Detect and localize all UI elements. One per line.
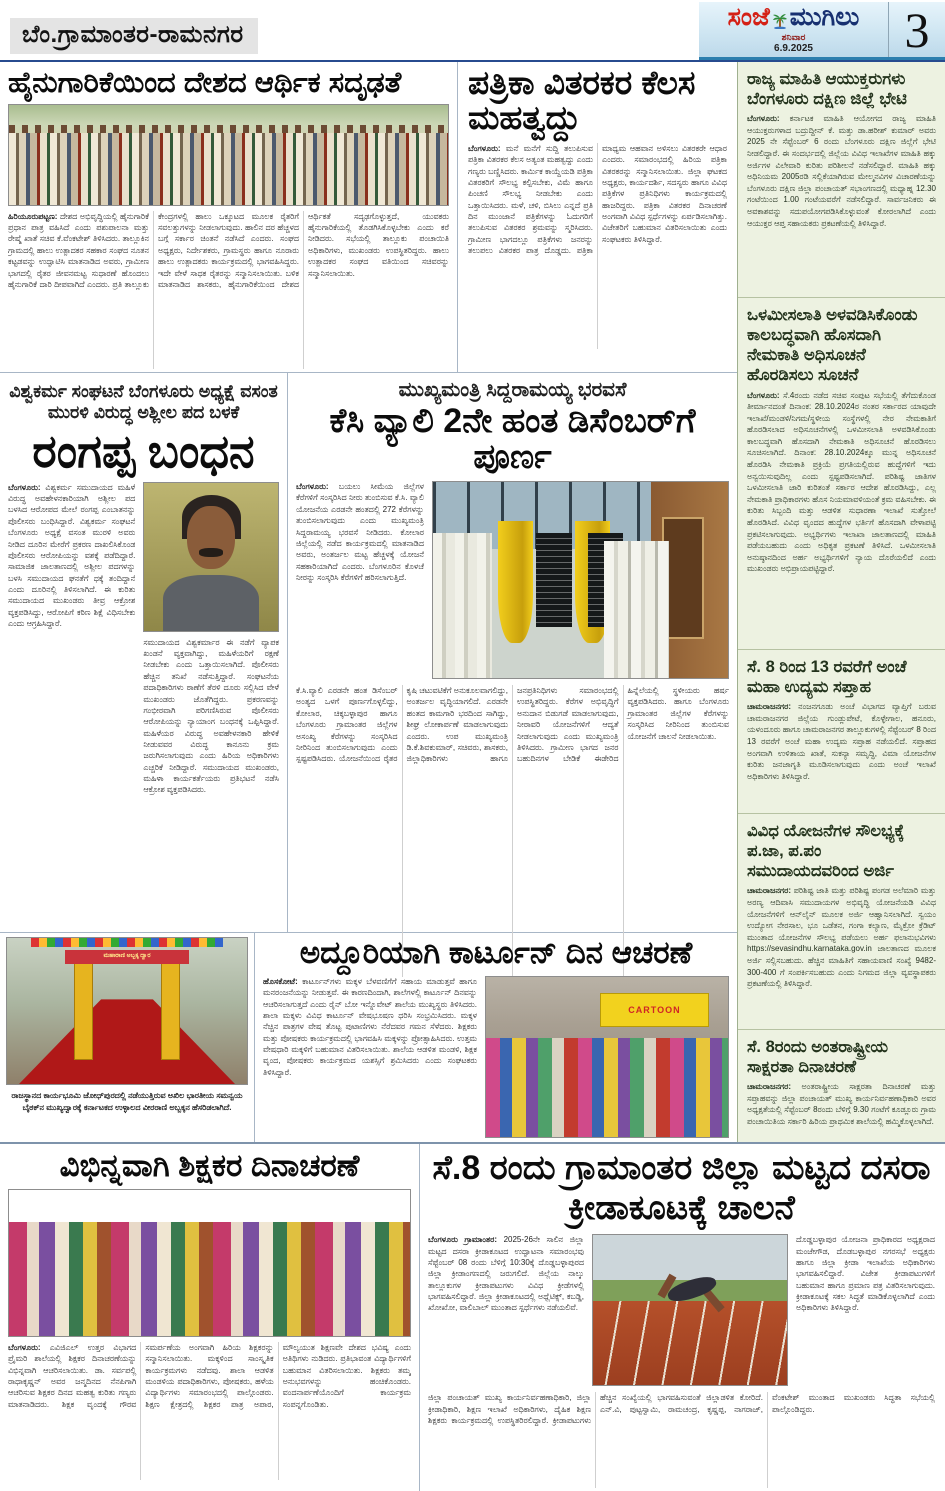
rail-story-headline: ಸೆ. 8 ರಿಂದ 13 ರವರೆಗೆ ಅಂಚೆ ಮಹಾ ಉದ್ಯಮ ಸಪ್ತಾಹ <box>747 658 907 697</box>
rail-story-headline: ವಿವಿಧ ಯೋಜನೆಗಳ ಸೌಲಭ್ಯಕ್ಕೆ ಪ.ಜಾ, ಪ.ಪಂ ಸಮುದಾಯದವರಿಂದ ಅರ್ಜಿ <box>747 822 905 881</box>
article-dairy-headline: ಹೈನುಗಾರಿಕೆಯಿಂದ ದೇಶದ ಆರ್ಥಿಕ ಸದೃಢತೆ <box>8 67 402 99</box>
portrait-face-shape <box>187 506 235 568</box>
article-rangappa-right-column <box>143 482 279 902</box>
dateline: ಬೆಂಗಳೂರು: <box>747 390 780 400</box>
article-press <box>458 62 737 372</box>
gate-banner <box>65 950 190 965</box>
cartoon-banner <box>600 993 708 1027</box>
region-label: ಬೆಂ.ಗ್ರಾಮಾಂತರ-ರಾಮನಗರ <box>10 18 258 54</box>
dateline: ಬೆಂಗಳೂರು: <box>8 1342 41 1352</box>
body-text: ಕಾರ್ಟೂನ್‌ಗಳು ಮಕ್ಕಳ ಬೆಳವಣಿಗೆಗೆ ಸಹಾಯ ಮಾಡುತ್ತವೆ ಹಾಗೂ ಮನರಂಜನೆಯನ್ನು ನೀಡುತ್ತವೆ. ಈ ಕಾರಣದಿಂದಾಗಿ, ಶಾಲೆಗಳಲ್ಲಿ ಕಾರ್ಟೂನ್ ದಿನವನ್ನು ಆಚರಿಸಲಾಗುತ್ತದೆ ಎಂದು ರೈನ್ ಬೋ ಇನ್ನೊವೇಟ್ ಶಾಲೆಯ ಮುಖ್ಯಸ್ಥರು ತಿಳಿಸಿದರು. ಶಾಲಾ ಮಕ್ಕಳು ವಿವಿಧ ಕಾರ್ಟೂನ್ ವೇಷಭೂಷಣ ಧರಿಸಿ ಸಂಭ್ರಮಿಸಿದರು. ಮಕ್ಕಳ ನೆಚ್ಚಿನ ಪಾತ್ರಗಳ ವೇಷ ತೊಟ್ಟ ಪುಟಾಣಿಗಳು ನೆರೆದವರ ಗಮನ ಸೆಳೆದರು. ಶಿಕ್ಷಕರು ಮತ್ತು ಪೋಷಕರು ಕಾರ್ಯಕ್ರಮದಲ್ಲಿ ಭಾಗವಹಿಸಿ ಮಕ್ಕಳನ್ನು ಪ್ರೋತ್ಸಾಹಿಸಿದರು. ಉತ್ತಮ ವೇಷಧಾರಿ ಮಕ್ಕಳಿಗೆ ಬಹುಮಾನ ವಿತರಿಸಲಾಯಿತು. ಶಾಲೆಯ ಆಡಳಿತ ಮಂಡಳಿ, ಶಿಕ್ಷಕ ವೃಂದ, ಪೋಷಕರು ಕಾರ್ಯಕ್ರಮದ ಯಶಸ್ಸಿಗೆ ಶ್ರಮಿಸಿದರು ಎಂದು ಸಂಘಟಕರು ತಿಳಿಸಿದ್ದಾರೆ. <box>263 976 477 1077</box>
article-teachers-headline: ವಿಭಿನ್ನವಾಗಿ ಶಿಕ್ಷಕರ ದಿನಾಚರಣೆ <box>59 1148 360 1183</box>
body-text: ನಂಜನಗೂಡು ಅಂಚೆ ವಿಭಾಗದ ವ್ಯಾಪ್ತಿಗೆ ಬರುವ ಚಾಮರಾಜನಗರ ಜಿಲ್ಲೆಯ ಗುಂಡ್ಲುಪೇಟೆ, ಕೊಳ್ಳೇಗಾಲ, ಹನೂರು, ಯಳಂದೂರು ಹಾಗೂ ಚಾಮರಾಜನಗರ ತಾಲ್ಲೂಕುಗಳಲ್ಲಿ ಸೆಪ್ಟೆಂಬರ್ 8 ರಿಂದ 13 ರವರೆಗೆ ಅಂಚೆ ಮಹಾ ಉದ್ಯಮ ಸಪ್ತಾಹ ನಡೆಯಲಿದೆ. ಸಪ್ತಾಹದ ಅಂಗವಾಗಿ ಉಳಿತಾಯ ಖಾತೆ, ಸುಕನ್ಯಾ ಸಮೃದ್ಧಿ, ವಿಮಾ ಯೋಜನೆಗಳ ಕುರಿತು ಜನಜಾಗೃತಿ ಮೂಡಿಸಲಾಗುವುದು ಎಂದು ಅಂಚೆ ಇಲಾಖೆ ಅಧಿಕಾರಿಗಳು ತಿಳಿಸಿದ್ದಾರೆ. <box>747 702 937 781</box>
photo-cartoon-day <box>485 976 729 1138</box>
article-sports-headline: ಸೆ.8 ರಂದು ಗ್ರಾಮಾಂತರ ಜಿಲ್ಲಾ ಮಟ್ಟದ ದಸರಾ ಕ್ರೀಡಾಕೂಟಕ್ಕೆ ಚಾಲನೆ <box>432 1149 931 1228</box>
photo-abbakka-gate <box>6 937 248 1085</box>
dateline: ಬೆಂಗಳೂರು: <box>468 143 501 153</box>
cartoon-banner-text: CARTOON <box>628 1004 681 1015</box>
article-dairy-body <box>8 211 449 369</box>
masthead-date: 6.9.2025 <box>774 43 813 54</box>
dateline: ಚಾಮರಾಜನಗರ: <box>747 702 791 712</box>
article-kcvalley-body-left <box>296 481 424 679</box>
article-teachers <box>0 1144 420 1491</box>
body-text: ಬಯಲು ಸೀಮೆಯ ಜಿಲ್ಲೆಗಳ ಕೆರೆಗಳಿಗೆ ಸಂಸ್ಕರಿಸಿದ ನೀರು ತುಂಬಿಸುವ ಕೆ.ಸಿ. ವ್ಯಾಲಿ ಯೋಜನೆಯ ಎರಡನೇ ಹಂತದಲ್ಲಿ 272 ಕೆರೆಗಳನ್ನು ತುಂಬಿಸಲಾಗುವುದು ಎಂದು ಮುಖ್ಯಮಂತ್ರಿ ಸಿದ್ದರಾಮಯ್ಯ ಭರವಸೆ ನೀಡಿದರು. ಕೋಲಾರ ಜಿಲ್ಲೆಯಲ್ಲಿ ನಡೆದ ಕಾರ್ಯಕ್ರಮದಲ್ಲಿ ಮಾತನಾಡಿದ ಅವರು, ಅಂತರ್ಜಲ ಮಟ್ಟ ಹೆಚ್ಚಳಕ್ಕೆ ಯೋಜನೆ ಸಹಕಾರಿಯಾಗಿದೆ ಎಂದರು. ಬೆಂಗಳೂರಿನ ಕೊಳಚೆ ನೀರನ್ನು ಸಂಸ್ಕರಿಸಿ ಕೆರೆಗಳಿಗೆ ಹರಿಸಲಾಗುತ್ತಿದೆ. <box>296 482 424 582</box>
track-lanes-shape <box>593 1301 787 1385</box>
article-rangappa-headline: ರಂಗಪ್ಪ ಬಂಧನ <box>32 425 255 477</box>
dateline: ಚಾಮರಾಜನಗರ: <box>747 886 791 896</box>
article-cartoon-headline: ಅದ್ದೂರಿಯಾಗಿ ಕಾರ್ಟೂನ್ ದಿನ ಆಚರಣೆ <box>299 935 693 970</box>
dateline: ಬೆಂಗಳೂರು ಗ್ರಾಮಾಂತರ: <box>428 1235 498 1245</box>
photo-dairy-group <box>8 104 449 206</box>
masthead-title-block <box>699 2 888 57</box>
rail-story <box>738 1030 945 1140</box>
body-text: ಎವಿಜಿಎಲ್ ಉತ್ತರ ವಿಭಾಗದ ಪ್ರೈಮರಿ ಶಾಲೆಯಲ್ಲಿ ಶಿಕ್ಷಕರ ದಿನಾಚರಣೆಯನ್ನು ವಿಭಿನ್ನವಾಗಿ ಆಚರಿಸಲಾಯಿತು. ಡಾ. ಸರ್ವಪಲ್ಲಿ ರಾಧಾಕೃಷ್ಣನ್ ಅವರ ಜನ್ಮದಿನದ ನೆನಪಿಗಾಗಿ ಆಚರಿಸುವ ಶಿಕ್ಷಕರ ದಿನದ ಮಹತ್ವ ಕುರಿತು ಗಣ್ಯರು ಮಾತನಾಡಿದರು. ಶಿಕ್ಷಕ ವೃಂದಕ್ಕೆ ಗೌರವ ಸಮರ್ಪಣೆಯ ಅಂಗವಾಗಿ ಹಿರಿಯ ಶಿಕ್ಷಕರನ್ನು ಸನ್ಮಾನಿಸಲಾಯಿತು. ಮಕ್ಕಳಿಂದ ಸಾಂಸ್ಕೃತಿಕ ಕಾರ್ಯಕ್ರಮಗಳು ನಡೆದವು. ಶಾಲಾ ಆಡಳಿತ ಮಂಡಳಿಯ ಪದಾಧಿಕಾರಿಗಳು, ಪೋಷಕರು, ಹಳೆಯ ವಿದ್ಯಾರ್ಥಿಗಳು ಸಮಾರಂಭದಲ್ಲಿ ಪಾಲ್ಗೊಂಡರು. ಶಿಕ್ಷಣ ಕ್ಷೇತ್ರದಲ್ಲಿ ಶಿಕ್ಷಕರ ಪಾತ್ರ ಅಪಾರ, ಮೌಲ್ಯಯುತ ಶಿಕ್ಷಣವೇ ದೇಶದ ಭವಿಷ್ಯ ಎಂದು ಅತಿಥಿಗಳು ನುಡಿದರು. ಪ್ರತಿಭಾವಂತ ವಿದ್ಯಾರ್ಥಿಗಳಿಗೆ ಬಹುಮಾನ ವಿತರಿಸಲಾಯಿತು. ಶಿಕ್ಷಕರು ತಮ್ಮ ಅನುಭವಗಳನ್ನು ಹಂಚಿಕೊಂಡರು. ವಂದನಾರ್ಪಣೆಯೊಂದಿಗೆ ಕಾರ್ಯಕ್ರಮ ಸಂಪನ್ನಗೊಂಡಿತು. <box>8 1342 411 1409</box>
dateline: ಬೆಂಗಳೂರು: <box>747 114 780 124</box>
children-costumes-shape <box>486 1038 728 1137</box>
article-dairy <box>0 62 458 372</box>
article-kcvalley <box>288 373 737 932</box>
gate-pillar-shape <box>161 956 180 1060</box>
page-header <box>0 0 945 62</box>
body-text: ವಿಶ್ವಕರ್ಮ ಸಮುದಾಯದ ಮಹಿಳೆ ವಿರುದ್ಧ ಅವಹೇಳನಕಾರಿಯಾಗಿ ಅಶ್ಲೀಲ ಪದ ಬಳಸಿದ ಆರೋಪದ ಮೇಲೆ ರಂಗಪ್ಪ ಎಂಬಾತನನ್ನು ಪೊಲೀಸರು ಬಂಧಿಸಿದ್ದಾರೆ. ವಿಶ್ವಕರ್ಮ ಸಂಘಟನೆ ಬೆಂಗಳೂರು ಅಧ್ಯಕ್ಷೆ ವಸಂತ ಮುರಳಿ ಅವರು ನೀಡಿದ ದೂರಿನ ಮೇರೆಗೆ ಪ್ರಕರಣ ದಾಖಲಿಸಿಕೊಂಡ ಪೊಲೀಸರು ಆರೋಪಿಯನ್ನು ವಶಕ್ಕೆ ಪಡೆದಿದ್ದಾರೆ. ಸಾಮಾಜಿಕ ಜಾಲತಾಣದಲ್ಲಿ ಅಶ್ಲೀಲ ಪದಗಳನ್ನು ಬಳಸಿ ಸಮುದಾಯದ ಘನತೆಗೆ ಧಕ್ಕೆ ತಂದಿದ್ದಾನೆ ಎಂದು ದೂರಿನಲ್ಲಿ ತಿಳಿಸಲಾಗಿದೆ. ಈ ಕುರಿತು ಸಮುದಾಯದ ಮುಖಂಡರು ತೀವ್ರ ಆಕ್ರೋಶ ವ್ಯಕ್ತಪಡಿಸಿದ್ದು, ಆರೋಪಿಗೆ ಕಠಿಣ ಶಿಕ್ಷೆ ವಿಧಿಸಬೇಕು ಎಂದು ಆಗ್ರಹಿಸಿದ್ದಾರೆ. <box>8 482 136 629</box>
body-text: ಕರ್ನಾಟಕ ಮಾಹಿತಿ ಆಯೋಗದ ರಾಜ್ಯ ಮಾಹಿತಿ ಆಯುಕ್ತರುಗಳಾದ ಬದ್ರುದ್ದೀನ್ ಕೆ. ಮತ್ತು ಡಾ.ಹರೀಶ್ ಕುಮಾರ್ ಅವರು 2025 ನೇ ಸೆಪ್ಟೆಂಬರ್ 6 ರಂದು ಬೆಂಗಳೂರು ದಕ್ಷಿಣ ಜಿಲ್ಲೆಗೆ ಭೇಟಿ ನೀಡಲಿದ್ದಾರೆ. ಈ ಸಂದರ್ಭದಲ್ಲಿ ಜಿಲ್ಲೆಯ ವಿವಿಧ ಇಲಾಖೆಗಳ ಮಾಹಿತಿ ಹಕ್ಕು ಅರ್ಜಿಗಳ ವಿಲೇವಾರಿ ಕುರಿತು ಪರಿಶೀಲನೆ ನಡೆಸಲಿದ್ದಾರೆ. ಮಾಹಿತಿ ಹಕ್ಕು ಅಧಿನಿಯಮ 2005ರಡಿ ಸಲ್ಲಿಕೆಯಾಗಿರುವ ಮೇಲ್ಮನವಿಗಳ ವಿಚಾರಣೆಯನ್ನು ಬೆಂಗಳೂರು ದಕ್ಷಿಣ ಜಿಲ್ಲಾ ಪಂಚಾಯತ್ ಸಭಾಂಗಣದಲ್ಲಿ ಮಧ್ಯಾಹ್ನ 12.30 ಗಂಟೆಯಿಂದ 1.00 ಗಂಟೆಯವರೆಗೆ ನಡೆಸಲಿದ್ದಾರೆ. ಸಾರ್ವಜನಿಕರು ಈ ಅವಕಾಶವನ್ನು ಸದುಪಯೋಗಪಡಿಸಿಕೊಳ್ಳುವಂತೆ ಕೋರಲಾಗಿದೆ ಎಂದು ಆಯುಕ್ತರ ಆಪ್ತ ಸಹಾಯಕರು ಪ್ರಕಟಣೆಯಲ್ಲಿ ತಿಳಿಸಿದ್ದಾರೆ. <box>747 114 936 228</box>
article-sports-body-bottom: ಜಿಲ್ಲಾ ಪಂಚಾಯತ್ ಮುಖ್ಯ ಕಾರ್ಯನಿರ್ವಹಣಾಧಿಕಾರಿ, ಜಿಲ್ಲಾ ಕ್ರೀಡಾಧಿಕಾರಿ, ಶಿಕ್ಷಣ ಇಲಾಖೆ ಅಧಿಕಾರಿಗಳು, ದೈಹಿಕ ಶಿಕ್ಷಣ ಶಿಕ್ಷಕರು ಕಾರ್ಯಕ್ರಮದಲ್ಲಿ ಉಪಸ್ಥಿತರಿರಲಿದ್ದಾರೆ. ಕ್ರೀಡಾಪಟುಗಳು ಹೆಚ್ಚಿನ ಸಂಖ್ಯೆಯಲ್ಲಿ ಭಾಗವಹಿಸುವಂತೆ ಜಿಲ್ಲಾಡಳಿತ ಕೋರಿದೆ. ಎನ್.ವಿ, ಪುಟ್ಟಸ್ವಾಮಿ, ರಾಮಚಂದ್ರ, ಕೃಷ್ಣಪ್ಪ, ನಾಗರಾಜ್, ವೆಂಕಟೇಶ್ ಮುಂತಾದ ಮುಖಂಡರು ಸಿದ್ಧತಾ ಸಭೆಯಲ್ಲಿ ಪಾಲ್ಗೊಂಡಿದ್ದರು. <box>428 1393 935 1425</box>
article-press-headline: ಪತ್ರಿಕಾ ವಿತರಕರ ಕೆಲಸ ಮಹತ್ವದ್ದು <box>468 64 696 136</box>
portrait-shoulders-shape <box>163 575 259 632</box>
rail-story <box>738 62 945 298</box>
row-3 <box>0 932 737 1142</box>
dateline: ಬೆಂಗಳೂರು: <box>296 482 329 492</box>
article-cartoon-body <box>263 976 477 1138</box>
masthead-title-right: ಮುಗಿಲು <box>789 3 860 31</box>
masthead <box>699 2 945 60</box>
article-kcvalley-body: ಕೆ.ಸಿ.ವ್ಯಾಲಿ ಎರಡನೇ ಹಂತ ಡಿಸೆಂಬರ್ ಅಂತ್ಯದ ಒಳಗೆ ಪೂರ್ಣಗೊಳ್ಳಲಿದ್ದು, ಕೋಲಾರ, ಚಿಕ್ಕಬಳ್ಳಾಪುರ ಹಾಗೂ ಬೆಂಗಳೂರು ಗ್ರಾಮಾಂತರ ಜಿಲ್ಲೆಗಳ ಅಸಂಖ್ಯ ಕೆರೆಗಳನ್ನು ಸಂಸ್ಕರಿಸಿದ ನೀರಿನಿಂದ ತುಂಬಿಸಲಾಗುವುದು ಎಂದು ಸ್ಪಷ್ಟಪಡಿಸಿದರು. ಯೋಜನೆಯಿಂದ ರೈತರ ಕೃಷಿ ಚಟುವಟಿಕೆಗೆ ಅನುಕೂಲವಾಗಲಿದ್ದು, ಅಂತರ್ಜಲ ವೃದ್ಧಿಯಾಗಲಿದೆ. ಎರಡನೇ ಹಂತದ ಕಾಮಗಾರಿ ಭರದಿಂದ ಸಾಗಿದ್ದು, ಶೀಘ್ರ ಲೋಕಾರ್ಪಣೆ ಮಾಡಲಾಗುವುದು ಎಂದರು. ಉಪ ಮುಖ್ಯಮಂತ್ರಿ ಡಿ.ಕೆ.ಶಿವಕುಮಾರ್, ಸಚಿವರು, ಶಾಸಕರು, ಜಿಲ್ಲಾಧಿಕಾರಿಗಳು ಹಾಗೂ ಜನಪ್ರತಿನಿಧಿಗಳು ಸಮಾರಂಭದಲ್ಲಿ ಉಪಸ್ಥಿತರಿದ್ದರು. ಕೆರೆಗಳ ಅಭಿವೃದ್ಧಿಗೆ ಅನುದಾನ ಬಿಡುಗಡೆ ಮಾಡಲಾಗುವುದು, ನೀರಾವರಿ ಯೋಜನೆಗಳಿಗೆ ಆದ್ಯತೆ ನೀಡಲಾಗುವುದು ಎಂದು ಮುಖ್ಯಮಂತ್ರಿ ತಿಳಿಸಿದರು. ಗ್ರಾಮೀಣ ಭಾಗದ ಜನರ ಬಹುದಿನಗಳ ಬೇಡಿಕೆ ಈಡೇರಿದ ಹಿನ್ನೆಲೆಯಲ್ಲಿ ಸ್ಥಳೀಯರು ಹರ್ಷ ವ್ಯಕ್ತಪಡಿಸಿದರು. ಹಾಗೂ ಬೆಂಗಳೂರು ಗ್ರಾಮಾಂತರ ಜಿಲ್ಲೆಗಳ ಕೆರೆಗಳನ್ನು ಸಂಸ್ಕರಿಸಿದ ನೀರಿನಿಂದ ತುಂಬಿಸುವ ಯೋಜನೆಗೆ ಚಾಲನೆ ನೀಡಲಾಯಿತು. <box>296 686 729 764</box>
photo-long-jump-athlete <box>592 1234 788 1386</box>
top-zone <box>0 62 945 1142</box>
body-text: 2025-26ನೇ ಸಾಲಿನ ಜಿಲ್ಲಾ ಮಟ್ಟದ ದಸರಾ ಕ್ರೀಡಾಕೂಟದ ಉದ್ಘಾಟನಾ ಸಮಾರಂಭವು ಸೆಪ್ಟೆಂಬರ್ 08 ರಂದು ಬೆಳಿಗ್ಗೆ 10:30ಕ್ಕೆ ದೊಡ್ಡಬಳ್ಳಾಪುರದ ಜಿಲ್ಲಾ ಕ್ರೀಡಾಂಗಣದಲ್ಲಿ ಜರುಗಲಿದೆ. ಜಿಲ್ಲೆಯ ನಾಲ್ಕು ತಾಲ್ಲೂಕುಗಳ ಕ್ರೀಡಾಪಟುಗಳು ವಿವಿಧ ಕ್ರೀಡೆಗಳಲ್ಲಿ ಭಾಗವಹಿಸಲಿದ್ದಾರೆ. ಜಿಲ್ಲಾ ಕ್ರೀಡಾಕೂಟದಲ್ಲಿ ಅಥ್ಲೆಟಿಕ್ಸ್, ಕಬಡ್ಡಿ, ಖೋಖೋ, ವಾಲಿಬಾಲ್ ಮುಂತಾದ ಸ್ಪರ್ಧೆಗಳು ನಡೆಯಲಿವೆ. <box>428 1235 584 1313</box>
article-rangappa <box>0 373 288 932</box>
masthead-title <box>728 5 860 30</box>
rail-story-body <box>747 113 936 229</box>
article-press-body <box>468 143 727 349</box>
article-sports-mid <box>428 1234 935 1386</box>
rail-story-body <box>747 390 936 576</box>
body-text: ಮನೆ ಮನೆಗೆ ಸುದ್ದಿ ತಲುಪಿಸುವ ಪತ್ರಿಕಾ ವಿತರಕರ ಕೆಲಸ ಅತ್ಯಂತ ಮಹತ್ವದ್ದು ಎಂದು ಗಣ್ಯರು ಬಣ್ಣಿಸಿದರು. ಕಾರ್ಮಿಕ ಕಾಯ್ದೆಯಡಿ ಪತ್ರಿಕಾ ವಿತರಕರಿಗೆ ಸೌಲಭ್ಯ ಕಲ್ಪಿಸಬೇಕು, ವಿಮೆ ಹಾಗೂ ಪಿಂಚಣಿ ಸೌಲಭ್ಯ ನೀಡಬೇಕು ಎಂದು ಒತ್ತಾಯಿಸಿದರು. ಮಳೆ, ಚಳಿ, ಬಿಸಿಲು ಎನ್ನದೆ ಪ್ರತಿ ದಿನ ಮುಂಜಾನೆ ಪತ್ರಿಕೆಗಳನ್ನು ಓದುಗರಿಗೆ ತಲುಪಿಸುವ ವಿತರಕರ ಶ್ರಮವನ್ನು ಸ್ಮರಿಸಿದರು. ಗ್ರಾಮೀಣ ಭಾಗದಲ್ಲೂ ಪತ್ರಿಕೆಗಳು ಜನರನ್ನು ತಲುಪಲು ವಿತರಕರ ಪಾತ್ರ ದೊಡ್ಡದು. ಪತ್ರಿಕಾ ಮಾಧ್ಯಮ ಆಹವಾನ ಅಳಿಸಲು ವಿತರಕರೇ ಆಧಾರ ಎಂದರು. ಸಮಾರಂಭದಲ್ಲಿ ಹಿರಿಯ ಪತ್ರಿಕಾ ವಿತರಕರನ್ನು ಸನ್ಮಾನಿಸಲಾಯಿತು. ಜಿಲ್ಲಾ ಘಟಕದ ಅಧ್ಯಕ್ಷರು, ಕಾರ್ಯದರ್ಶಿ, ಸದಸ್ಯರು ಹಾಗೂ ವಿವಿಧ ಪತ್ರಿಕೆಗಳ ಪ್ರತಿನಿಧಿಗಳು ಕಾರ್ಯಕ್ರಮದಲ್ಲಿ ಹಾಜರಿದ್ದರು. ಪತ್ರಿಕಾ ವಿತರಕರ ದಿನಾಚರಣೆ ಅಂಗವಾಗಿ ವಿವಿಧ ಸ್ಪರ್ಧೆಗಳನ್ನು ಏರ್ಪಡಿಸಲಾಗಿತ್ತು. ವಿಜೇತರಿಗೆ ಬಹುಮಾನ ವಿತರಿಸಲಾಯಿತು ಎಂದು ಸಂಘಟಕರು ತಿಳಿಸಿದ್ದಾರೆ. <box>468 143 727 256</box>
left-main-column <box>0 62 737 1142</box>
rail-story <box>738 814 945 1030</box>
body-text: ಸೆ.4ರಂದು ನಡೆದ ಸಚಿವ ಸಂಪುಟ ಸಭೆಯಲ್ಲಿ ತೆಗೆದುಕೊಂಡ ತೀರ್ಮಾನದಂತೆ ದಿನಾಂಕ: 28.10.2024ರ ನಂತರ ಸರ್ಕಾರದ ಯಾವುದೇ ಇಲಾಖೆ/ಮಂಡಳಿ/ನಿಗಮ/ಸ್ಥಳೀಯ ಸಂಸ್ಥೆಗಳಲ್ಲಿ ನೇರ ನೇಮಕಾತಿಗೆ ಹೊರಡಿಸಲಾದ ಅಧಿಸೂಚನೆಗಳಲ್ಲಿ ಒಳಮೀಸಲಾತಿ ಅಳವಡಿಸಿಕೊಂಡು ಕಾಲಬದ್ಧವಾಗಿ ಹೊಸದಾಗಿ ನೇಮಕಾತಿ ಅಧಿಸೂಚನೆ ಹೊರಡಿಸಲು ಸೂಚಿಸಲಾಗಿದೆ. ದಿನಾಂಕ: 28.10.2024ಕ್ಕೂ ಮುನ್ನ ಅಧಿಸೂಚನೆ ಹೊರಡಿಸಿ ನೇಮಕಾತಿ ಪ್ರಕ್ರಿಯೆ ಪ್ರಗತಿಯಲ್ಲಿರುವ ಹುದ್ದೆಗಳಿಗೆ ಇದು ಅನ್ವಯಿಸುವುದಿಲ್ಲ ಎಂದು ಸ್ಪಷ್ಟಪಡಿಸಲಾಗಿದೆ. ಪರಿಶಿಷ್ಟ ಜಾತಿಗಳ ಒಳಮೀಸಲಾತಿ ಜಾರಿ ಕುರಿತಂತೆ ಸರ್ಕಾರ ಆದೇಶ ಹೊರಡಿಸಿದ್ದು, ಎಲ್ಲ ನೇಮಕಾತಿ ಪ್ರಾಧಿಕಾರಗಳು ಹೊಸ ನಿಯಮಾವಳಿಯಂತೆ ಕ್ರಮ ವಹಿಸಬೇಕು. ಈ ಕುರಿತು ಸಿಬ್ಬಂದಿ ಮತ್ತು ಆಡಳಿತ ಸುಧಾರಣಾ ಇಲಾಖೆ ಸುತ್ತೋಲೆ ಹೊರಡಿಸಿದೆ. ವಿವಿಧ ವೃಂದದ ಹುದ್ದೆಗಳ ಭರ್ತಿಗೆ ಹೊಸದಾಗಿ ವೇಳಾಪಟ್ಟಿ ಪ್ರಕಟಿಸಲಾಗುವುದು. ಅಭ್ಯರ್ಥಿಗಳು ಇಲಾಖಾ ಜಾಲತಾಣದಲ್ಲಿ ಮಾಹಿತಿ ಪಡೆಯಬಹುದು ಎಂದು ಅಧಿಕೃತ ಪ್ರಕಟಣೆ ತಿಳಿಸಿದೆ. ಒಳಮೀಸಲಾತಿ ಅನುಷ್ಠಾನದಿಂದ ಅರ್ಹ ಅಭ್ಯರ್ಥಿಗಳಿಗೆ ನ್ಯಾಯ ದೊರೆಯಲಿದೆ ಎಂದು ಮುಖಂಡರು ಅಭಿಪ್ರಾಯಪಟ್ಟಿದ್ದಾರೆ. <box>747 390 936 574</box>
photo-rangappa-portrait <box>143 482 279 632</box>
crowd-shape <box>9 133 448 205</box>
article-sports-body-left <box>428 1234 584 1386</box>
article-cartoon-content <box>263 976 729 1138</box>
gate-pillar-shape <box>74 956 93 1060</box>
teachers-group-shape <box>9 1222 410 1336</box>
photo-teachers-day <box>8 1189 411 1337</box>
article-rangappa-content <box>8 482 279 902</box>
rail-story <box>738 298 945 650</box>
arch-photo-block <box>0 933 255 1142</box>
people-left-shape <box>433 533 492 678</box>
rail-story-headline: ಒಳಮೀಸಲಾತಿ ಅಳವಡಿಸಿಕೊಂಡು ಕಾಲಬದ್ಧವಾಗಿ ಹೊಸದಾಗಿ ನೇಮಕಾತಿ ಅಧಿಸೂಚನೆ ಹೊರಡಿಸಲು ಸೂಚನೆ <box>747 306 918 385</box>
article-rangappa-body-right: ಸಮುದಾಯದ ವಿಶ್ವಕರ್ಮಾರ ಈ ನಡೆಗೆ ವ್ಯಾಪಕ ಖಂಡನೆ ವ್ಯಕ್ತವಾಗಿದ್ದು, ಮಹಿಳೆಯರಿಗೆ ರಕ್ಷಣೆ ನೀಡಬೇಕು ಎಂದು ಒತ್ತಾಯಿಸಲಾಗಿದೆ. ಪೊಲೀಸರು ಹೆಚ್ಚಿನ ತನಿಖೆ ನಡೆಸುತ್ತಿದ್ದಾರೆ. ಸಂಘಟನೆಯ ಪದಾಧಿಕಾರಿಗಳು ಠಾಣೆಗೆ ತೆರಳಿ ದೂರು ಸಲ್ಲಿಸಿದ ವೇಳೆ ಮುಖಂಡರು ಜೊತೆಗಿದ್ದರು. ಪ್ರಕರಣವನ್ನು ಗಂಭೀರವಾಗಿ ಪರಿಗಣಿಸಿರುವ ಪೊಲೀಸರು ಆರೋಪಿಯನ್ನು ನ್ಯಾಯಾಂಗ ಬಂಧನಕ್ಕೆ ಒಪ್ಪಿಸಿದ್ದಾರೆ. ಮಹಿಳೆಯರ ವಿರುದ್ಧ ಅವಹೇಳನಕಾರಿ ಹೇಳಿಕೆ ನೀಡುವವರ ವಿರುದ್ಧ ಕಾನೂನು ಕ್ರಮ ಜರುಗಿಸಲಾಗುವುದು ಎಂದು ಹಿರಿಯ ಅಧಿಕಾರಿಗಳು ಎಚ್ಚರಿಕೆ ನೀಡಿದ್ದಾರೆ. ಸಮುದಾಯದ ಮುಖಂಡರು, ಮಹಿಳಾ ಕಾರ್ಯಕರ್ತೆಯರು ಪ್ರತಿಭಟನೆ ನಡೆಸಿ ಆಕ್ರೋಶ ವ್ಯಕ್ತಪಡಿಸಿದರು. <box>143 637 279 795</box>
masthead-title-left: ಸಂಜೆ <box>727 3 770 31</box>
photo-caption: ರಾಜಸ್ಥಾನದ ಕಾರ್ಯಭೂಮಿ ಜೋಧ್‌ಪುರದಲ್ಲಿ ನಡೆಯುತ್ತಿರುವ ಅಖಿಲ ಭಾರತೀಯ ಸಮನ್ವಯ ಬೈಠಕ್‌ನ ಮುಖ್ಯದ್ವಾರಕ್ಕೆ ಕರ್ನಾಟಕದ ಉಳ್ಳಾಲದ ವೀರರಾಣಿ ಅಬ್ಬಕ್ಕನ ಹೆಸರಿಡಲಾಗಿದೆ. <box>11 1091 243 1112</box>
article-kcvalley-headline: ಕೆಸಿ ವ್ಯಾಲಿ 2ನೇ ಹಂತ ಡಿಸೆಂಬರ್‌ಗೆ ಪೂರ್ಣ <box>329 402 696 477</box>
body-text: ಅಂತರಾಷ್ಟ್ರೀಯ ಸಾಕ್ಷರತಾ ದಿನಾಚರಣೆ ಮತ್ತು ಸಪ್ತಾಹವನ್ನು ಜಿಲ್ಲಾ ಪಂಚಾಯತ್ ಮುಖ್ಯ ಕಾರ್ಯನಿರ್ವಹಣಾಧಿಕಾರಿ ಅವರ ಅಧ್ಯಕ್ಷತೆಯಲ್ಲಿ ಸೆಪ್ಟೆಂಬರ್ 8ರಂದು ಬೆಳಿಗ್ಗೆ 9.30 ಗಂಟೆಗೆ ಕೂಡ್ಲೂರು ಗ್ರಾಮ ಪಂಚಾಯಿತಿಯ ಸರ್ಕಾರಿ ಹಿರಿಯ ಪ್ರಾಥಮಿಕ ಶಾಲೆಯಲ್ಲಿ ಹಮ್ಮಿಕೊಳ್ಳಲಾಗಿದೆ. <box>747 1082 936 1127</box>
row-1 <box>0 62 737 372</box>
yellow-curtain-shape <box>498 521 533 643</box>
rail-story-headline: ರಾಜ್ಯ ಮಾಹಿತಿ ಆಯುಕ್ತರುಗಳು ಬೆಂಗಳೂರು ದಕ್ಷಿಣ ಜಿಲ್ಲೆ ಭೇಟಿ <box>747 70 907 109</box>
portrait-mustache-shape <box>199 548 223 557</box>
dateline: ಬೆಂಗಳೂರು: <box>8 482 41 492</box>
body-text: ದೇಶದ ಅಭಿವೃದ್ಧಿಯಲ್ಲಿ ಹೈನುಗಾರಿಕೆ ಪ್ರಧಾನ ಪಾತ್ರ ವಹಿಸಿದೆ ಎಂದು ಪಶುಪಾಲನಾ ಮತ್ತು ರೇಷ್ಮೆ ಖಾತೆ ಸಚಿವ ಕೆ.ವೆಂಕಟೇಶ್ ತಿಳಿಸಿದರು. ತಾಲ್ಲೂಕಿನ ಗ್ರಾಮದಲ್ಲಿ ಹಾಲು ಉತ್ಪಾದಕರ ಸಹಕಾರ ಸಂಘದ ನೂತನ ಕಟ್ಟಡವನ್ನು ಉದ್ಘಾಟಿಸಿ ಮಾತನಾಡಿದ ಅವರು, ಗ್ರಾಮೀಣ ಭಾಗದಲ್ಲಿ ರೈತರ ಜೀವನಮಟ್ಟ ಸುಧಾರಣೆ ಹೊಂದಲು ಹೈನುಗಾರಿಕೆ ದಾರಿ ದೀಪವಾಗಿದೆ ಎಂದರು. ಪ್ರತಿ ತಾಲ್ಲೂಕು ಕೇಂದ್ರಗಳಲ್ಲಿ ಹಾಲು ಒಕ್ಕೂಟದ ಮೂಲಕ ರೈತರಿಗೆ ಸವಲತ್ತುಗಳನ್ನು ನೀಡಲಾಗುವುದು. ಹಾಲಿನ ದರ ಹೆಚ್ಚಳದ ಬಗ್ಗೆ ಸರ್ಕಾರ ಚಿಂತನೆ ನಡೆಸಿದೆ ಎಂದರು. ಸಂಘದ ಅಧ್ಯಕ್ಷರು, ನಿರ್ದೇಶಕರು, ಗ್ರಾಮಸ್ಥರು ಹಾಗೂ ನೂರಾರು ಹಾಲು ಉತ್ಪಾದಕರು ಕಾರ್ಯಕ್ರಮದಲ್ಲಿ ಭಾಗವಹಿಸಿದ್ದರು. ಇದೇ ವೇಳೆ ಸಾಧಕ ರೈತರನ್ನು ಸನ್ಮಾನಿಸಲಾಯಿತು. ಬಳಿಕ ಮಾತನಾಡಿದ ಶಾಸಕರು, ಹೈನುಗಾರಿಕೆಯಿಂದ ದೇಶದ ಆರ್ಥಿಕತೆ ಸದೃಢಗೊಳ್ಳುತ್ತದೆ, ಯುವಕರು ಹೈನುಗಾರಿಕೆಯಲ್ಲಿ ತೊಡಗಿಸಿಕೊಳ್ಳಬೇಕು ಎಂದು ಕರೆ ನೀಡಿದರು. ಸಭೆಯಲ್ಲಿ ತಾಲ್ಲೂಕು ಪಂಚಾಯಿತಿ ಅಧಿಕಾರಿಗಳು, ಮುಖಂಡರು ಉಪಸ್ಥಿತರಿದ್ದರು. ಹಾಲು ಉತ್ಪಾದಕರ ಸಂಘದ ವತಿಯಿಂದ ಸಚಿವರನ್ನು ಸನ್ಮಾನಿಸಲಾಯಿತು. <box>8 211 449 289</box>
masthead-day: ಶನಿವಾರ <box>781 32 806 42</box>
people-right-shape <box>604 541 669 678</box>
article-sports-body-right: ದೊಡ್ಡಬಳ್ಳಾಪುರ ಯೋಜನಾ ಪ್ರಾಧಿಕಾರದ ಅಧ್ಯಕ್ಷರಾದ ಮಂಜೇಗೌಡ, ದೊಡಬಳ್ಳಾಪುರ ನಗರಸಭೆ ಅಧ್ಯಕ್ಷರು ಹಾಗೂ ಜಿಲ್ಲಾ ಕ್ರೀಡಾ ಇಲಾಖೆಯ ಅಧಿಕಾರಿಗಳು ಭಾಗವಹಿಸಲಿದ್ದಾರೆ. ವಿಜೇತ ಕ್ರೀಡಾಪಟುಗಳಿಗೆ ಬಹುಮಾನ ಹಾಗೂ ಪ್ರಮಾಣ ಪತ್ರ ವಿತರಿಸಲಾಗುವುದು. ಕ್ರೀಡಾಕೂಟಕ್ಕೆ ಸಕಲ ಸಿದ್ಧತೆ ಮಾಡಿಕೊಳ್ಳಲಾಗಿದೆ ಎಂದು ಅಧಿಕಾರಿಗಳು ತಿಳಿಸಿದ್ದಾರೆ. <box>796 1235 935 1313</box>
palm-tree-icon <box>772 9 788 27</box>
dateline: ಹೊಸಕೋಟೆ: <box>263 976 298 986</box>
rail-story-body <box>747 885 936 989</box>
row-2 <box>0 372 737 932</box>
rail-story-body <box>747 1081 936 1127</box>
photo-kcvalley-inauguration <box>432 481 729 679</box>
rail-story <box>738 650 945 814</box>
article-kcvalley-mid <box>296 481 729 679</box>
red-carpet-shape <box>19 999 235 1084</box>
plaque-shape <box>536 533 571 627</box>
page-number: 3 <box>888 2 945 57</box>
rail-story-headline: ಸೆ. 8ರಂದು ಅಂತರಾಷ್ಟ್ರೀಯ ಸಾಕ್ಷರತಾ ದಿನಾಚರಣೆ <box>747 1038 889 1077</box>
dateline: ಚಾಮರಾಜನಗರ: <box>747 1082 791 1092</box>
flag-bunting-shape <box>31 938 223 947</box>
article-kcvalley-kicker: ಮುಖ್ಯಮಂತ್ರಿ ಸಿದ್ದರಾಮಯ್ಯ ಭರವಸೆ <box>398 379 627 401</box>
rail-story-body <box>747 701 936 782</box>
right-rail <box>737 62 945 1142</box>
bottom-zone <box>0 1142 945 1491</box>
article-rangappa-body-left <box>8 482 135 902</box>
gate-banner-text: ಮಹಾರಾಣಿ ಅಬ್ಬಕ್ಕ ದ್ವಾರ <box>103 953 151 960</box>
article-cartoon <box>255 933 737 1142</box>
article-rangappa-kicker: ವಿಶ್ವಕರ್ಮ ಸಂಘಟನೆ ಬೆಂಗಳೂರು ಅಧ್ಯಕ್ಷೆ ವಸಂತ ಮುರಳಿ ವಿರುದ್ಧ ಅಶ್ಲೀಲ ಪದ ಬಳಕೆ <box>9 381 278 422</box>
article-sports <box>420 1144 945 1491</box>
dateline: ಹಿರಿಯೂರುಪಟ್ಟಣ: <box>8 211 58 221</box>
article-teachers-body <box>8 1342 411 1480</box>
body-text: ಪರಿಶಿಷ್ಟ ಜಾತಿ ಮತ್ತು ಪರಿಶಿಷ್ಟ ಪಂಗಡ ಅಲೆಮಾರಿ ಮತ್ತು ಅರಣ್ಯ ಆದಿವಾಸಿ ಸಮುದಾಯಗಳ ಅಭಿವೃದ್ಧಿ ಯೋಜನೆಯಡಿ ವಿವಿಧ ಯೋಜನೆಗಳಿಗೆ ಆನ್‌ಲೈನ್ ಮೂಲಕ ಅರ್ಜಿ ಆಹ್ವಾನಿಸಲಾಗಿದೆ. ಸ್ವಯಂ ಉದ್ಯೋಗ ನೇರಸಾಲ, ಭೂ ಒಡೆತನ, ಗಂಗಾ ಕಲ್ಯಾಣ, ಮೈಕ್ರೋ ಕ್ರೆಡಿಟ್ ಮುಂತಾದ ಯೋಜನೆಗಳ ಸೌಲಭ್ಯ ಪಡೆಯಲು ಅರ್ಹ ಫಲಾನುಭವಿಗಳು https://sevasindhu.karnataka.gov.in ಜಾಲತಾಣದ ಮೂಲಕ ಅರ್ಜಿ ಸಲ್ಲಿಸಬಹುದು. ಹೆಚ್ಚಿನ ಮಾಹಿತಿಗೆ ಸಹಾಯವಾಣಿ ಸಂಖ್ಯೆ 9482-300-400 ಗೆ ಸಂಪರ್ಕಿಸಬಹುದು ಎಂದು ನಿಗಮದ ಜಿಲ್ಲಾ ವ್ಯವಸ್ಥಾಪಕರು ಪ್ರಕಟಣೆಯಲ್ಲಿ ತಿಳಿಸಿದ್ದಾರೆ. <box>747 886 936 989</box>
